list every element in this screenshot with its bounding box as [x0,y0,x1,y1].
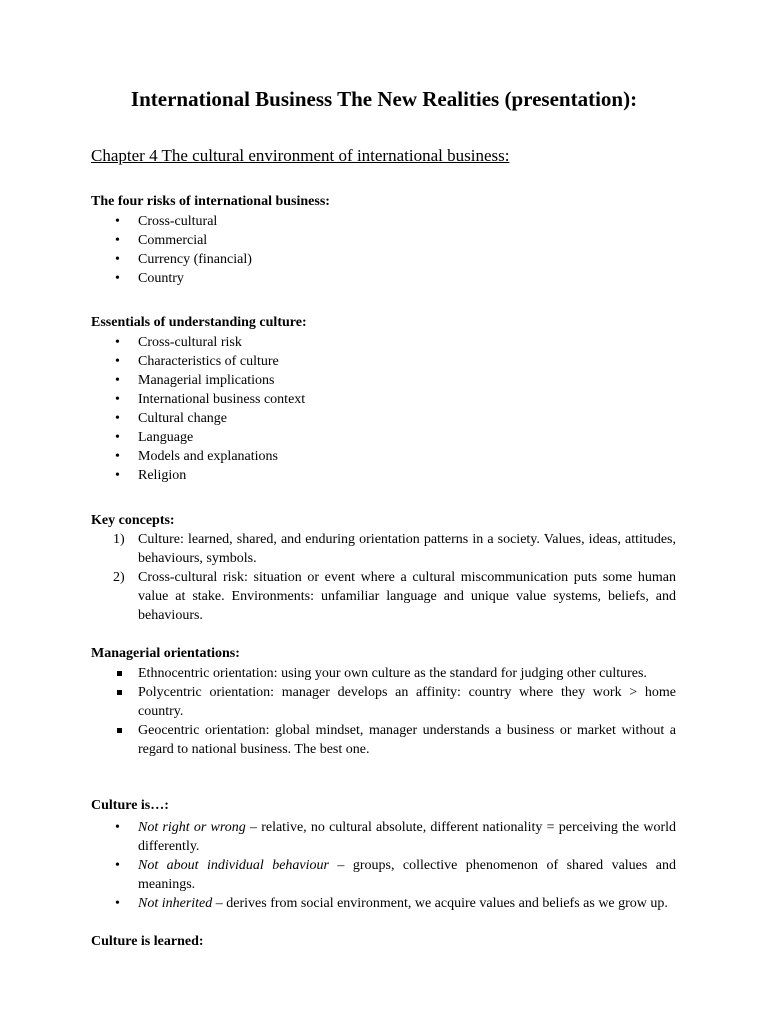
key-concepts-heading: Key concepts: [91,513,175,528]
list-item: Polycentric orientation: manager develops an affinity: country where they work > home country. [91,683,676,721]
list-item: • Cross-cultural [115,214,218,229]
list-item: • Characteristics of culture [115,354,279,369]
list-item: • Currency (financial) [115,252,252,267]
essentials-heading: Essentials of understanding culture: [91,315,307,330]
list-item: • Not about individual behaviour – groups, collective phenomenon of shared values and meanings. [115,858,676,892]
bullet-icon: • [115,468,120,483]
list-item: • Commercial [115,233,208,248]
culture-is-list [91,818,676,913]
square-bullet-icon [117,671,122,676]
bullet-icon: • [115,373,120,388]
list-item: • Not inherited – derives from social environment, we acquire values and beliefs as we grow up. [115,896,668,911]
italic-term: Not inherited [138,896,213,911]
bullet-icon: • [115,449,120,464]
bullet-icon: • [115,858,120,873]
list-item: • Managerial implications [115,373,275,388]
list-item: • Cross-cultural risk [115,335,242,350]
list-item: • International business context [115,392,306,407]
number-marker: 2) [113,570,125,585]
culture-is-heading: Culture is…: [91,798,169,813]
list-item: Ethnocentric orientation: using your own culture as the standard for judging other cultures. [91,664,676,683]
list-item: • Cultural change [115,411,228,426]
list-item: 1) Culture: learned, shared, and enduring orientation patterns in a society. Values, ideas, attitudes, behaviours, symbols. [113,532,676,566]
list-item: 2) Cross-cultural risk: situation or event where a cultural miscommunication puts some human value at stake. Environments: unfamiliar language and unique value systems, beliefs, and behaviours. [113,570,676,623]
square-bullet-icon [117,690,122,695]
key-concepts-list [91,530,676,625]
list-item: Geocentric orientation: global mindset, manager understands a business or market without a regard to national business. The best one. [91,721,676,759]
list-item: • Models and explanations [115,449,278,464]
bullet-icon: • [115,233,120,248]
bullet-icon: • [115,820,120,835]
list-item: • Not right or wrong – relative, no cultural absolute, different nationality = perceiving the world differently. [115,820,677,854]
bullet-icon: • [115,430,120,445]
list-item: • Country [115,271,184,286]
risks-list [91,212,676,288]
list-item: • Language [115,430,194,445]
culture-learned-heading: Culture is learned: [91,934,204,949]
bullet-icon: • [115,252,120,267]
managerial-list [91,664,676,759]
bullet-icon: • [115,392,120,407]
list-item: • Religion [115,468,187,483]
risks-heading: The four risks of international business: [91,194,330,209]
bullet-icon: • [115,411,120,426]
essentials-list [91,333,676,485]
bullet-icon: • [115,214,120,229]
bullet-icon: • [115,896,120,911]
italic-term: Not about individual behaviour [138,858,329,873]
bullet-icon: • [115,271,120,286]
bullet-icon: • [115,354,120,369]
italic-term: Not right or wrong [138,820,246,835]
chapter-heading: Chapter 4 The cultural environment of international business: [91,146,510,165]
number-marker: 1) [113,532,125,547]
document-title: International Business The New Realities (presentation): [130,87,638,111]
bullet-icon: • [115,335,120,350]
managerial-heading: Managerial orientations: [91,646,240,661]
square-bullet-icon [117,728,122,733]
